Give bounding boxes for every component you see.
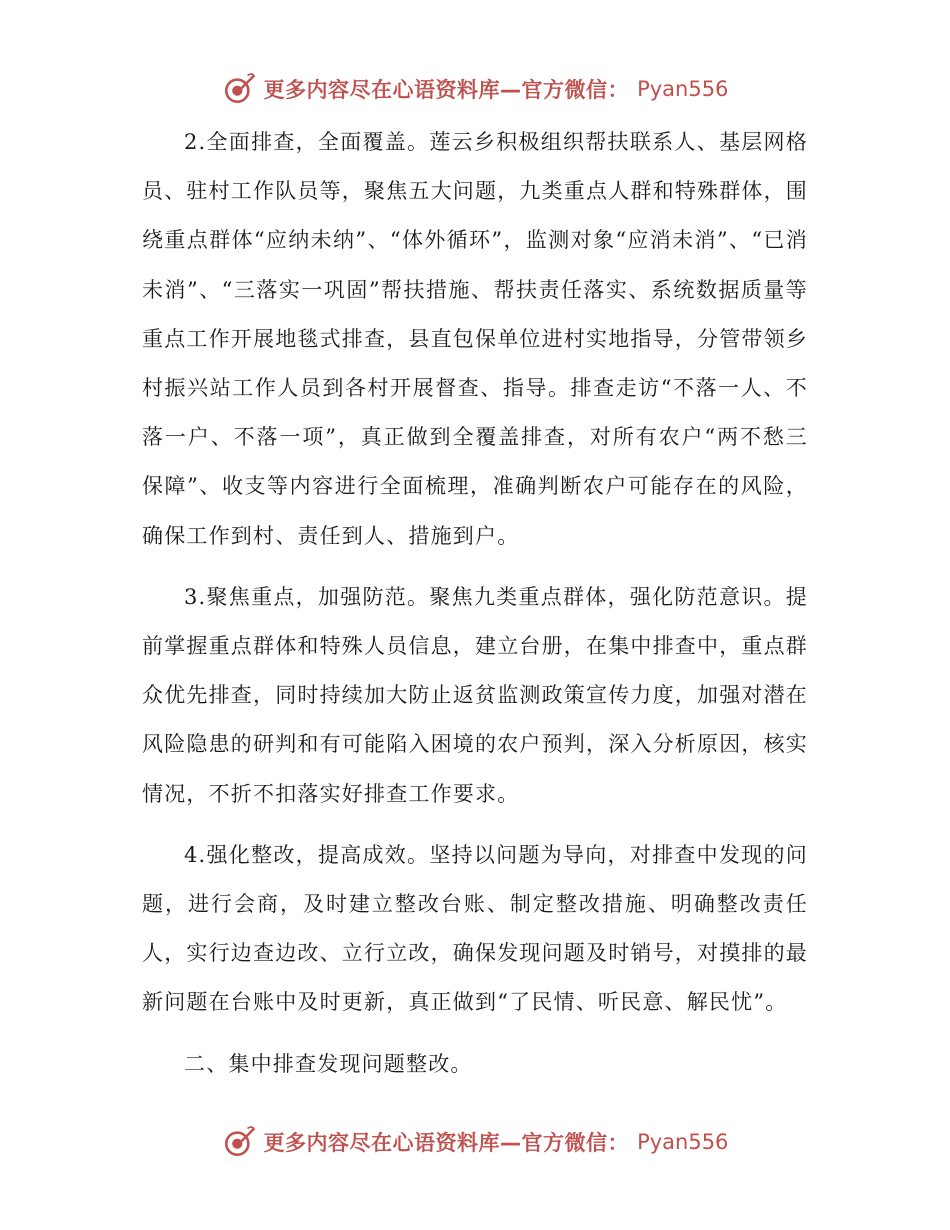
paragraph-rectification: 4.强化整改，提高成效。坚持以问题为导向，对排查中发现的问题，进行会商，及时建立整改台账、制定整改措施、明确整改责任人，实行边查边改、立行立改，确保发现问题及时销号，对摸排的最新问题在台账中及时更新，真正做到“了民情、听民意、解民忧”。 [142,842,808,1015]
paragraph-gap [142,561,808,573]
red-seal-pen-icon [222,72,256,106]
watermark-account: Pyan556 [637,1130,729,1154]
watermark-text: 更多内容尽在心语资料库—官方微信： [263,78,630,102]
header-watermark [0,69,950,109]
paragraph-gap [142,1028,808,1040]
red-seal-pen-icon [222,1125,256,1159]
paragraph-gap [142,819,808,831]
watermark-account: Pyan556 [637,77,729,101]
paragraph-comprehensive-check: 2.全面排查，全面覆盖。莲云乡积极组织帮扶联系人、基层网格员、驻村工作队员等，聚焦五大问题，九类重点人群和特殊群体，围绕重点群体“应纳未纳”、“体外循环”，监测对象“应消未消”、“已消未消”、“三落实一巩固”帮扶措施、帮扶责任落实、系统数据质量等重点工作开展地毯式排查，县直包保单位进村实地指导，分管带领乡村振兴站工作人员到各村开展督查、指导。排查走访“不落一人、不落一户、不落一项”，真正做到全覆盖排查，对所有农户“两不愁三保障”、收支等内容进行全面梳理，准确判断农户可能存在的风险，确保工作到村、责任到人、措施到户。 [142,130,808,548]
paragraph-focus-key-points: 3.聚焦重点，加强防范。聚焦九类重点群体，强化防范意识。提前掌握重点群体和特殊人员信息，建立台册，在集中排查中，重点群众优先排查，同时持续加大防止返贫监测政策宣传力度，加强对潜在风险隐患的研判和有可能陷入困境的农户预判，深入分析原因，核实情况，不折不扣落实好排查工作要求。 [142,584,808,806]
watermark-text: 更多内容尽在心语资料库—官方微信： [263,1131,630,1155]
footer-watermark [0,1122,950,1162]
section-heading-problem-rectification: 二、集中排查发现问题整改。 [184,1051,473,1076]
document-body [142,118,808,1089]
